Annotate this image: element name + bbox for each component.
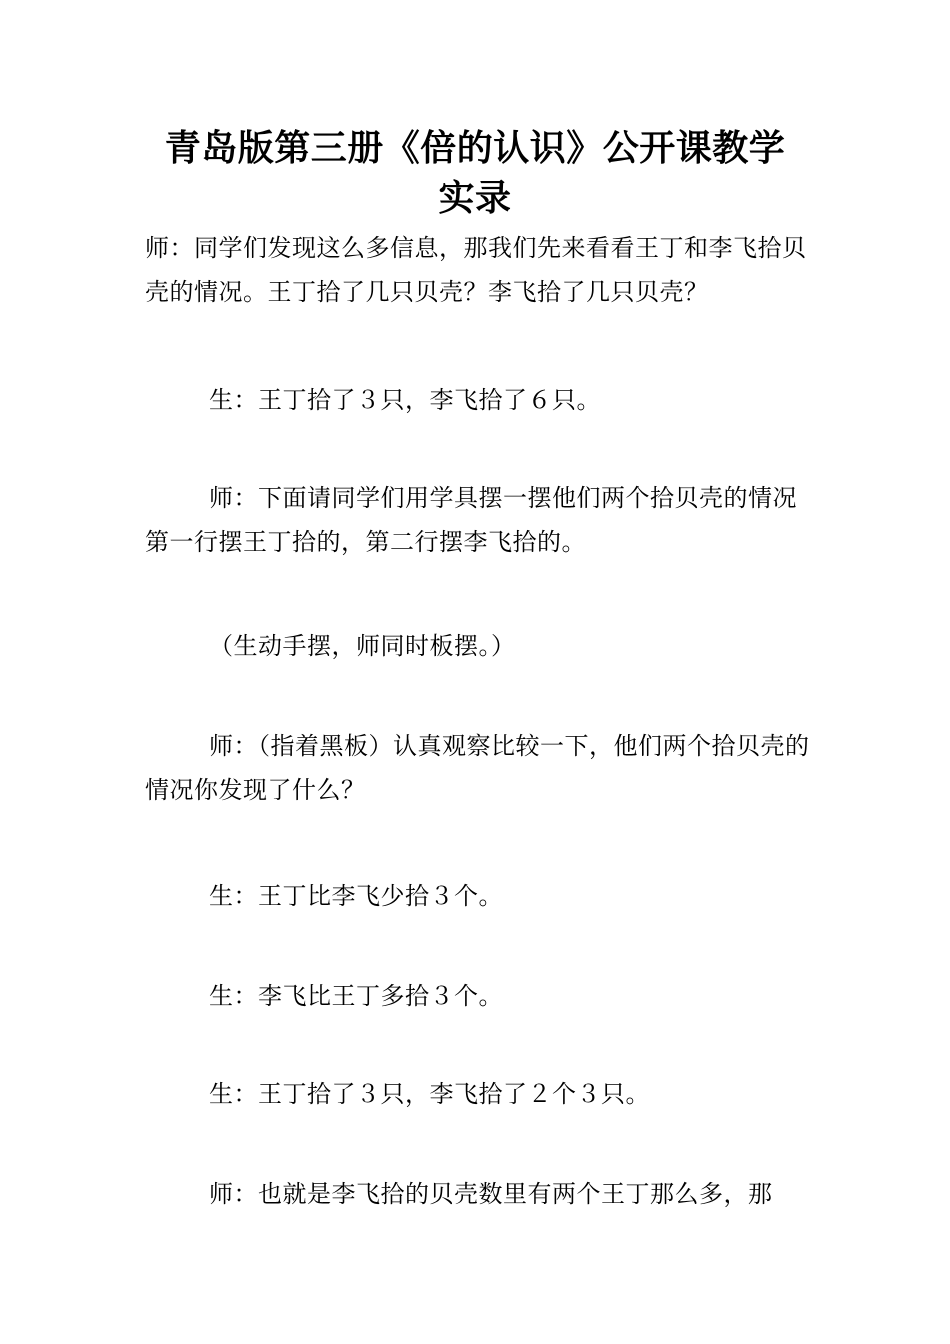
title-line-1: 青岛版第三册《倍的认识》公开课教学 (164, 128, 786, 169)
document-title (120, 124, 830, 224)
paragraph-student-answer-4: 生：王丁拾了３只，李飞拾了２个３只。 (209, 1080, 650, 1108)
paragraph-teacher-instruction: 师：下面请同学们用学具摆一摆他们两个拾贝壳的情况第一行摆王丁拾的，第二行摆李飞拾的。 (145, 484, 797, 556)
paragraph-student-answer-3: 生：李飞比王丁多拾３个。 (209, 982, 503, 1010)
paragraph-stage-direction: （生动手摆，师同时板摆。） (209, 632, 516, 660)
paragraph-teacher-intro: 师：同学们发现这么多信息，那我们先来看看王丁和李飞拾贝壳的情况。王丁拾了几只贝壳？李飞拾了几只贝壳？ (145, 234, 807, 306)
paragraph-student-answer-1: 生：王丁拾了３只，李飞拾了６只。 (209, 386, 601, 414)
title-line-2: 实录 (438, 178, 512, 219)
paragraph-teacher-question: 师：（指着黑板）认真观察比较一下，他们两个拾贝壳的情况你发现了什么？ (145, 732, 810, 804)
paragraph-teacher-summary: 师：也就是李飞拾的贝壳数里有两个王丁那么多，那 (209, 1180, 773, 1208)
paragraph-student-answer-2: 生：王丁比李飞少拾３个。 (209, 882, 503, 910)
